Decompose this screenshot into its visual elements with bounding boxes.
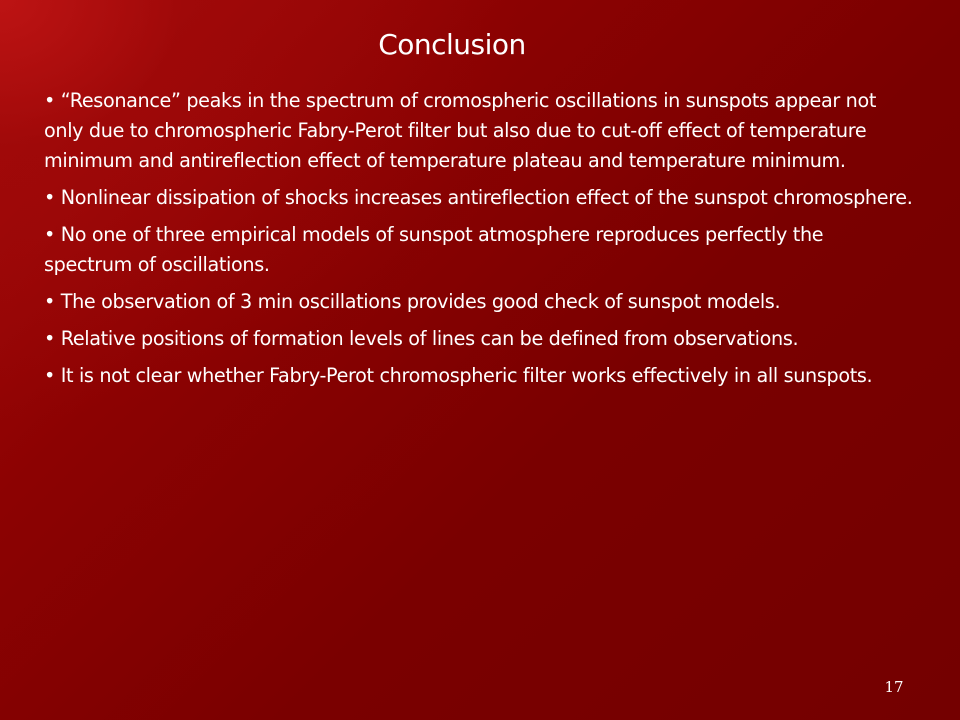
bullet-item	[44, 86, 914, 176]
bullet-icon: •	[44, 186, 55, 209]
bullet-item	[44, 287, 914, 317]
bullet-item	[44, 361, 914, 391]
bullet-text: The observation of 3 min oscillations provides good check of sunspot models.	[60, 290, 781, 313]
bullet-icon: •	[44, 327, 55, 350]
bullet-text: Relative positions of formation levels of lines can be defined from observations.	[60, 327, 799, 350]
bullet-item	[44, 324, 914, 354]
bullet-icon: •	[44, 223, 55, 246]
bullet-item	[44, 220, 914, 280]
bullet-icon: •	[44, 290, 55, 313]
bullet-text: It is not clear whether Fabry-Perot chromospheric filter works effectively in all sunspots.	[60, 364, 873, 387]
slide-title: Conclusion	[378, 28, 526, 61]
bullet-item	[44, 183, 914, 213]
page-number: 17	[884, 678, 904, 696]
bullet-text: No one of three empirical models of sunspot atmosphere reproduces perfectly the spectrum of oscillations.	[44, 223, 824, 276]
conclusion-bullet-list	[44, 86, 914, 398]
bullet-icon: •	[44, 89, 55, 112]
bullet-text: Nonlinear dissipation of shocks increases antireflection effect of the sunspot chromosphere.	[60, 186, 913, 209]
bullet-text: “Resonance” peaks in the spectrum of cromospheric oscillations in sunspots appear not only due to chromospheric Fabry-Perot filter but also due to cut-off effect of temperature minimum and antireflection effect of temperature plateau and temperature minimum.	[44, 89, 877, 172]
bullet-icon: •	[44, 364, 55, 387]
